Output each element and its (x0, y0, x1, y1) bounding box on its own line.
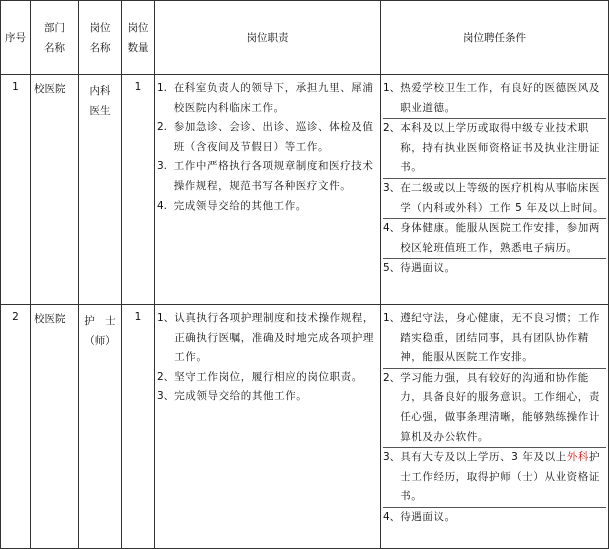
requirements-item-number: 3、 (383, 181, 401, 194)
duties-item (157, 118, 378, 157)
row-post: 护 士 （师） (79, 305, 122, 549)
requirements-item-text: 热爱学校卫生工作，有良好的医德医风及职业道德。 (400, 82, 600, 114)
requirements-item (383, 219, 606, 259)
duties-item-number: 3、 (157, 390, 175, 403)
highlight-text: 外科 (566, 451, 590, 464)
table-header-row (1, 1, 609, 75)
requirements-item (383, 259, 606, 279)
requirements-item-number: 4、 (383, 222, 401, 235)
table-row (1, 305, 609, 549)
requirements-item-text: 学习能力强，具有较好的沟通和协作能力，具备良好的服务意识。工作细心，责任心强，做事条理清晰，能够熟练操作计算机及办公软件。 (400, 371, 600, 443)
requirements-item (383, 79, 606, 119)
requirements-item-text: 待遇面议。 (400, 262, 456, 275)
duties-item-text: 认真执行各项护理制度和技术操作规程，正确执行医嘱，准确及时地完成各项护理工作。 (174, 312, 374, 364)
requirements-item-text: 本科及以上学历或取得中级专业技术职称，持有执业医师资格证书及执业注册证书。 (400, 122, 600, 174)
duties-item-number: 4. (157, 199, 174, 212)
duties-item-number: 2. (157, 121, 174, 134)
requirements-item (383, 119, 606, 179)
row-duties (155, 75, 381, 305)
duties-item (157, 79, 378, 118)
duties-item-text: 完成领导交给的其他工作。 (173, 199, 307, 212)
duties-item (157, 368, 378, 388)
row-requirements (381, 305, 609, 549)
row-duties (155, 305, 381, 549)
requirements-item-number: 4、 (383, 510, 401, 523)
row-post: 内科 医生 (79, 75, 122, 305)
duties-item-number: 1. (157, 82, 174, 94)
requirements-item-number: 3、 (383, 451, 401, 464)
header-duties: 岗位职责 (155, 1, 381, 75)
requirements-item (383, 448, 606, 508)
duties-item-number: 2、 (157, 370, 175, 383)
row-num: 1 (1, 75, 31, 305)
duties-item-text: 工作中严格执行各项规章制度和医疗技术操作规程，规范书写各种医疗文件。 (173, 160, 374, 192)
duties-item (157, 197, 378, 217)
requirements-item (383, 309, 606, 369)
requirements-item (383, 508, 606, 528)
duties-item-text: 坚守工作岗位，履行相应的岗位职责。 (174, 370, 363, 383)
duties-item (157, 309, 378, 368)
requirements-item-number: 5、 (383, 262, 401, 275)
header-post: 岗位 名称 (79, 1, 122, 75)
table-row (1, 75, 609, 305)
requirements-item-number: 1、 (383, 312, 401, 324)
requirements-item-number: 2、 (383, 122, 401, 135)
header-count: 岗位 数量 (122, 1, 155, 75)
duties-item-text: 完成领导交给的其他工作。 (174, 390, 308, 403)
requirements-item-number: 2、 (383, 371, 401, 384)
duties-item-number: 1、 (157, 312, 175, 324)
duties-item (157, 157, 378, 196)
row-dept: 校医院 (31, 75, 79, 305)
header-requirements: 岗位聘任条件 (381, 1, 609, 75)
requirements-item (383, 369, 606, 448)
row-num: 2 (1, 305, 31, 549)
requirements-item-text: 待遇面议。 (400, 510, 456, 523)
requirements-item-text: 在二级或以上等级的医疗机构从事临床医学（内科或外科）工作 5 年及以上时间。 (400, 181, 605, 214)
requirements-item (383, 179, 606, 219)
row-count: 1 (122, 75, 155, 305)
requirements-item-text: 具有大专及以上学历、3 年及以上外科护士工作经历，取得护师（士）从业资格证书。 (400, 451, 601, 503)
row-dept: 校医院 (31, 305, 79, 549)
duties-item (157, 387, 378, 407)
duties-item-text: 在科室负责人的领导下，承担九里、犀浦校医院内科临床工作。 (173, 82, 374, 114)
header-dept: 部门 名称 (31, 1, 79, 75)
duties-item-text: 参加急诊、会诊、出诊、巡诊、体检及值班（含夜间及节假日）等工作。 (173, 121, 374, 153)
row-requirements (381, 75, 609, 305)
requirements-item-number: 1、 (383, 82, 401, 94)
requirements-item-text: 身体健康。能服从医院工作安排，参加两校区轮班值班工作，熟悉电子病历。 (400, 222, 600, 254)
header-num: 序号 (1, 1, 31, 75)
requirements-item-text: 遵纪守法，身心健康，无不良习惯；工作踏实稳重，团结同事，具有团队协作精神，能服从医院工作安排。 (400, 312, 600, 364)
row-count: 1 (122, 305, 155, 549)
duties-item-number: 3. (157, 160, 174, 173)
